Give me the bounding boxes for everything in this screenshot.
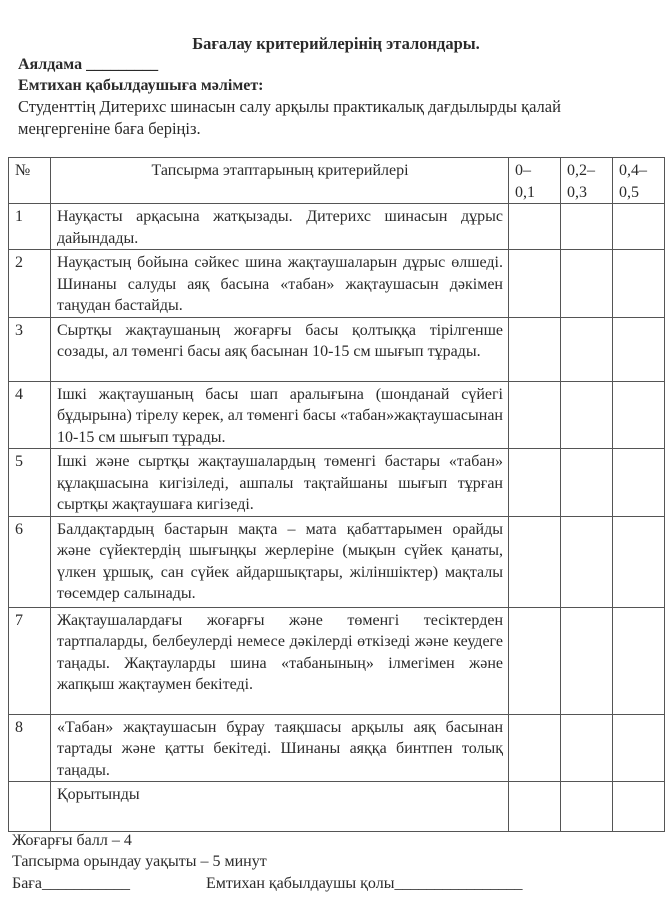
score-cell[interactable] xyxy=(509,782,561,832)
station-label: Аялдама _________ xyxy=(18,56,159,73)
row-number: 8 xyxy=(9,714,51,782)
instruction-line-2: меңгергеніне баға беріңіз. xyxy=(18,119,201,138)
table-row xyxy=(9,204,665,250)
score-cell[interactable] xyxy=(613,250,665,318)
row-criteria: Жақтаушалардағы жоғарғы және төменгі тесіктерден тартпаларды, белбеулерді немесе дәкілерді өткізеді және кеудеге таңады. Жақтауларды шина «табанының» ілмегімен және жапқыш жақтаумен бекітеді. xyxy=(51,607,509,714)
score-cell[interactable] xyxy=(509,250,561,318)
table-row xyxy=(9,516,665,607)
header-score-0.2-0.3: 0,2– 0,3 xyxy=(561,158,613,204)
row-number: 7 xyxy=(9,607,51,714)
task-time: Тапсырма орындау уақыты – 5 минут xyxy=(12,853,267,870)
table-row xyxy=(9,714,665,782)
row-number: 4 xyxy=(9,381,51,449)
score-cell[interactable] xyxy=(613,607,665,714)
score-cell[interactable] xyxy=(561,250,613,318)
criteria-table xyxy=(8,157,665,832)
total-label: Қорытынды xyxy=(51,782,509,832)
row-number: 5 xyxy=(9,449,51,517)
score-cell[interactable] xyxy=(613,317,665,381)
header-score-0.4-0.5: 0,4– 0,5 xyxy=(613,158,665,204)
header-criteria: Тапсырма этаптарының критерийлері xyxy=(51,158,509,204)
max-score: Жоғарғы балл – 4 xyxy=(12,832,132,849)
row-number: 1 xyxy=(9,204,51,250)
row-number: 3 xyxy=(9,317,51,381)
score-cell[interactable] xyxy=(561,782,613,832)
row-criteria: Науқасты арқасына жатқызады. Дитерихс шинасын дұрыс дайындады. xyxy=(51,204,509,250)
score-cell[interactable] xyxy=(509,607,561,714)
score-cell[interactable] xyxy=(613,782,665,832)
document-title: Бағалау критерийлерінің эталондары. xyxy=(192,34,480,53)
score-cell[interactable] xyxy=(561,381,613,449)
header-number: № xyxy=(9,158,51,204)
grade-field: Баға___________ xyxy=(12,875,130,892)
row-number xyxy=(9,782,51,832)
score-cell[interactable] xyxy=(613,516,665,607)
score-cell[interactable] xyxy=(561,516,613,607)
score-cell[interactable] xyxy=(561,204,613,250)
score-cell[interactable] xyxy=(561,607,613,714)
score-cell[interactable] xyxy=(561,714,613,782)
row-criteria: Ішкі және сыртқы жақтаушалардың төменгі бастары «табан» құлақшасына кигізіледі, ашпалы тақтайшаны шығып тұрған сыртқы жақтаушаға кигізеді. xyxy=(51,449,509,517)
header-score-0-0.1: 0– 0,1 xyxy=(509,158,561,204)
score-cell[interactable] xyxy=(509,449,561,517)
score-cell[interactable] xyxy=(509,204,561,250)
table-row xyxy=(9,449,665,517)
instruction-line-1: Студенттің Дитерихс шинасын салу арқылы практикалық дағдылырды қалай xyxy=(18,97,561,116)
score-cell[interactable] xyxy=(509,714,561,782)
score-cell[interactable] xyxy=(613,714,665,782)
row-criteria: Науқастың бойына сәйкес шина жақтаушаларын дұрыс өлшеді. Шинаны салуды аяқ басына «табан» жақтаушасын дәкімен таңудан бастайды. xyxy=(51,250,509,318)
score-cell[interactable] xyxy=(561,317,613,381)
table-header-row xyxy=(9,158,665,204)
score-cell[interactable] xyxy=(613,204,665,250)
examiner-info-label: Емтихан қабылдаушыға мәлімет: xyxy=(18,77,264,94)
score-cell[interactable] xyxy=(613,449,665,517)
row-criteria: Ішкі жақтаушаның басы шап аралығына (шонданай сүйегі бұдырына) тірелу керек, ал төменгі басы «табан»жақтаушасынан 10-15 см шығып тұрады. xyxy=(51,381,509,449)
table-row xyxy=(9,317,665,381)
score-cell[interactable] xyxy=(509,516,561,607)
examiner-signature-field: Емтихан қабылдаушы қолы________________ xyxy=(206,875,523,892)
row-criteria: Сыртқы жақтаушаның жоғарғы басы қолтыққа тірілгенше созады, ал төменгі басы аяқ басынан 10-15 см шығып тұрады. xyxy=(51,317,509,381)
row-criteria: «Табан» жақтаушасын бұрау таяқшасы арқылы аяқ басынан тартады және қатты бекітеді. Шинаны аяққа бинтпен толық таңады. xyxy=(51,714,509,782)
table-row xyxy=(9,250,665,318)
score-cell[interactable] xyxy=(509,381,561,449)
total-row xyxy=(9,782,665,832)
score-cell[interactable] xyxy=(509,317,561,381)
row-criteria: Балдақтардың бастарын мақта – мата қабаттарымен орайды және сүйектердің шығыңқы жерлеріне (мықын сүйек қанаты, үлкен ұршық, сан сүйек айдаршықтары, жіліншіктер) мақталы төсемдер салынады. xyxy=(51,516,509,607)
table-row xyxy=(9,607,665,714)
score-cell[interactable] xyxy=(613,381,665,449)
score-cell[interactable] xyxy=(561,449,613,517)
row-number: 6 xyxy=(9,516,51,607)
table-row xyxy=(9,381,665,449)
row-number: 2 xyxy=(9,250,51,318)
